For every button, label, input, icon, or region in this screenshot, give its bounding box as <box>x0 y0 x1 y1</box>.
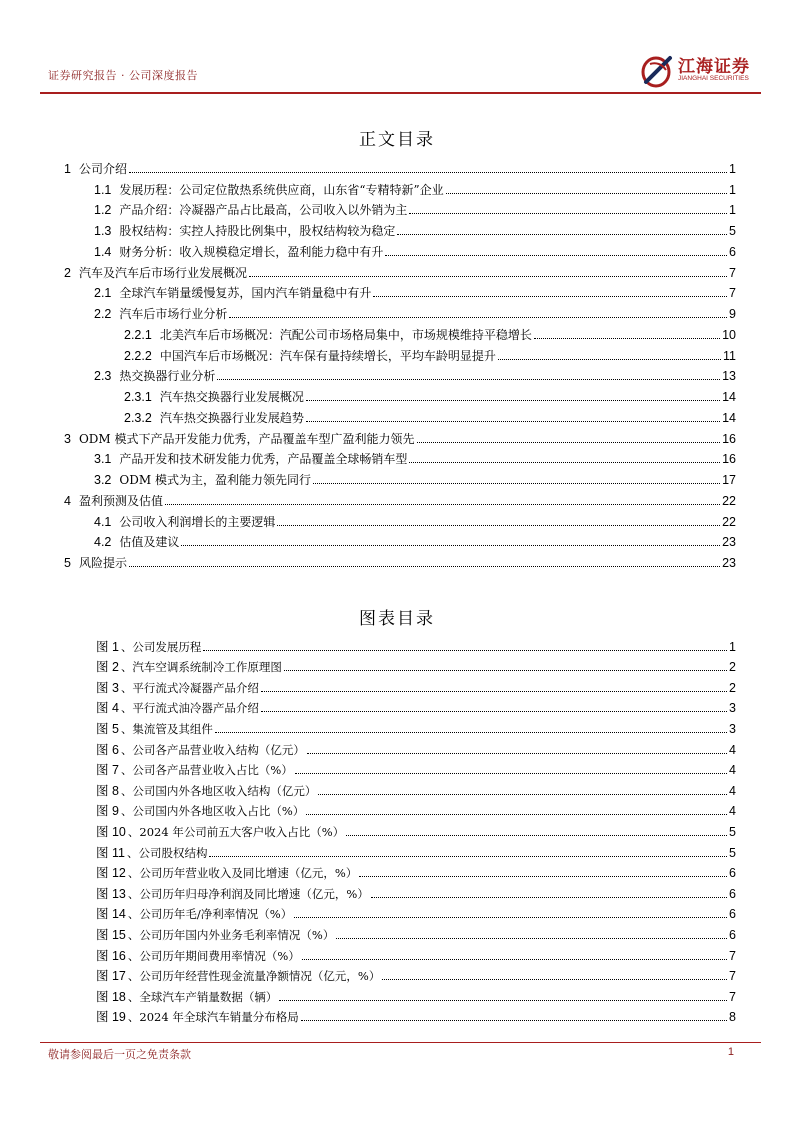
dot-leader <box>409 213 727 214</box>
section-title: 北美汽车后市场概况：汽配公司市场格局集中，市场规模维持平稳增长 <box>159 327 532 342</box>
page-ref: 6 <box>729 866 736 881</box>
figure-caption: 、公司历年国内外业务毛利率情况（%） <box>127 927 335 942</box>
figure-number: 图 9 <box>96 804 119 819</box>
figure-entry[interactable] <box>96 942 736 963</box>
figure-caption: 、公司发展历程 <box>120 639 202 654</box>
figure-entry[interactable] <box>96 860 736 881</box>
page-ref: 8 <box>729 1010 736 1025</box>
toc-entry[interactable] <box>64 446 736 467</box>
figure-entry[interactable] <box>96 633 736 654</box>
section-title: 估值及建议 <box>119 535 180 550</box>
section-title: ODM 模式为主，盈利能力领先同行 <box>119 473 311 487</box>
section-number: 1.4 <box>94 244 112 259</box>
disclaimer-note: 敬请参阅最后一页之免责条款 <box>48 1048 191 1061</box>
dot-leader <box>409 462 720 463</box>
toc-entry[interactable] <box>64 508 736 529</box>
figure-entry[interactable] <box>96 921 736 942</box>
figure-number: 图 14 <box>96 907 126 922</box>
dot-leader <box>279 1000 727 1001</box>
figure-caption: 、公司历年经营性现金流量净额情况（亿元，%） <box>127 969 381 984</box>
dot-leader <box>382 979 727 980</box>
figure-number: 图 3 <box>96 680 119 695</box>
figure-number: 图 17 <box>96 969 126 984</box>
figure-caption: 、汽车空调系统制冷工作原理图 <box>120 660 282 675</box>
section-title: 全球汽车销量缓慢复苏，国内汽车销量稳中有升 <box>119 286 372 301</box>
page-ref: 2 <box>729 680 736 695</box>
dot-leader <box>261 691 727 692</box>
toc-entry[interactable] <box>64 466 736 487</box>
toc-entry[interactable] <box>64 300 736 321</box>
page-ref: 1 <box>729 639 736 654</box>
dot-leader <box>346 835 727 836</box>
toc-entry[interactable] <box>64 280 736 301</box>
page-ref: 9 <box>729 307 736 321</box>
dot-leader <box>295 773 727 774</box>
toc-entry[interactable] <box>64 529 736 550</box>
page-ref: 7 <box>729 948 736 963</box>
dot-leader <box>306 421 720 422</box>
dot-leader <box>306 400 720 401</box>
section-number: 3.2 <box>94 473 112 487</box>
page-ref: 6 <box>729 927 736 942</box>
figure-number: 图 5 <box>96 721 119 736</box>
dot-leader <box>336 938 727 939</box>
footer-divider <box>40 1042 761 1043</box>
figure-entry[interactable] <box>96 757 736 778</box>
section-number: 2.3.2 <box>124 410 152 425</box>
toc-entry[interactable] <box>64 549 736 570</box>
figure-list-title: 图表目录 <box>359 609 435 629</box>
page-ref: 1 <box>729 161 736 176</box>
figure-number: 图 12 <box>96 866 126 881</box>
section-title: 风险提示 <box>78 556 127 570</box>
figure-caption: 、平行流式冷凝器产品介绍 <box>120 680 259 695</box>
section-title: 汽车及汽车后市场行业发展概况 <box>78 265 247 280</box>
section-title: 汽车热交换器行业发展概况 <box>159 390 304 404</box>
dot-leader <box>359 876 727 877</box>
dot-leader <box>203 650 727 651</box>
page-ref: 4 <box>729 804 736 819</box>
figure-number: 图 16 <box>96 948 126 963</box>
page-ref: 4 <box>729 763 736 778</box>
header-divider <box>40 92 761 94</box>
figure-number: 图 10 <box>96 824 126 839</box>
dot-leader <box>385 255 727 256</box>
figure-number: 图 18 <box>96 989 126 1004</box>
dot-leader <box>373 296 727 297</box>
section-number: 2.1 <box>94 286 112 301</box>
figure-caption: 、公司历年归母净利润及同比增速（亿元，%） <box>127 886 369 901</box>
section-title: 汽车后市场行业分析 <box>119 307 228 321</box>
toc-entry[interactable] <box>64 176 736 197</box>
dot-leader <box>165 504 720 505</box>
dot-leader <box>215 732 727 733</box>
figure-entry[interactable] <box>96 880 736 901</box>
figure-caption: 、公司历年营业收入及同比增速（亿元，%） <box>127 866 358 881</box>
section-title: 汽车热交换器行业发展趋势 <box>159 410 304 425</box>
page-ref: 17 <box>722 473 736 487</box>
dot-leader <box>284 670 727 671</box>
section-number: 1.2 <box>94 203 112 218</box>
page-ref: 2 <box>729 660 736 675</box>
logo-name-cn: 江海证券 <box>678 57 750 77</box>
section-title: 产品开发和技术研发能力优秀，产品覆盖全球畅销车型 <box>119 452 408 467</box>
page-ref: 5 <box>729 824 736 839</box>
toc-entry[interactable] <box>64 425 736 446</box>
dot-leader <box>313 483 720 484</box>
figure-entry[interactable] <box>96 963 736 984</box>
figure-entry[interactable] <box>96 798 736 819</box>
figure-number: 图 11 <box>96 845 125 860</box>
dot-leader <box>249 276 727 277</box>
page-ref: 7 <box>729 989 736 1004</box>
section-number: 1.3 <box>94 224 112 238</box>
dot-leader <box>261 711 727 712</box>
section-title: 产品介绍：冷凝器产品占比最高，公司收入以外销为主 <box>119 203 408 218</box>
dot-leader <box>181 545 720 546</box>
figure-entry[interactable] <box>96 674 736 695</box>
page-ref: 3 <box>729 701 736 716</box>
page-ref: 23 <box>722 535 736 550</box>
section-title: 公司收入利润增长的主要逻辑 <box>119 514 276 529</box>
dot-leader <box>277 525 720 526</box>
page-number: 1 <box>727 1046 734 1058</box>
page-ref: 7 <box>729 265 736 280</box>
figure-number: 图 2 <box>96 660 119 675</box>
section-number: 1.1 <box>94 182 112 197</box>
figure-caption: 、2024 年公司前五大客户收入占比（%） <box>127 824 345 839</box>
toc-entry[interactable] <box>64 404 736 425</box>
section-number: 2.2.2 <box>124 348 152 363</box>
section-title: 财务分析：收入规模稳定增长，盈利能力稳中有升 <box>119 244 384 259</box>
page-ref: 16 <box>722 431 736 446</box>
page-ref: 16 <box>722 452 736 467</box>
figure-number: 图 7 <box>96 763 119 778</box>
figure-caption: 、公司各产品营业收入占比（%） <box>120 763 293 778</box>
figure-entry[interactable] <box>96 736 736 757</box>
page-ref: 6 <box>729 886 736 901</box>
page-ref: 5 <box>729 224 736 238</box>
figure-entry[interactable] <box>96 715 736 736</box>
section-number: 3.1 <box>94 452 112 467</box>
section-number: 2.3.1 <box>124 390 152 404</box>
dot-leader <box>229 317 727 318</box>
figure-caption: 、全球汽车产销量数据（辆） <box>127 989 278 1004</box>
section-number: 4.2 <box>94 535 112 550</box>
section-number: 4 <box>64 493 71 508</box>
figure-entry[interactable] <box>96 654 736 675</box>
figure-caption: 、公司历年毛/净利率情况（%） <box>127 907 293 922</box>
toc-entry[interactable] <box>64 363 736 384</box>
page-ref: 6 <box>729 907 736 922</box>
dot-leader <box>217 379 720 380</box>
page-ref: 10 <box>722 327 736 342</box>
figure-entry[interactable] <box>96 839 736 860</box>
toc-entry[interactable] <box>64 155 736 176</box>
section-number: 4.1 <box>94 514 112 529</box>
section-number: 2 <box>64 265 71 280</box>
toc-entry[interactable] <box>64 217 736 238</box>
page-ref: 3 <box>729 721 736 736</box>
page-ref: 6 <box>729 244 736 259</box>
logo-name-en: JIANGHAI SECURITIES <box>678 75 749 82</box>
figure-caption: 、公司国内外各地区收入结构（亿元） <box>120 783 317 798</box>
dot-leader <box>417 442 721 443</box>
jianghai-logo-icon <box>640 52 676 90</box>
page-ref: 13 <box>722 369 736 384</box>
section-title: 盈利预测及估值 <box>78 493 163 508</box>
figure-number: 图 15 <box>96 927 126 942</box>
page-ref: 22 <box>722 514 736 529</box>
section-title: 发展历程：公司定位散热系统供应商，山东省“专精特新”企业 <box>119 182 444 197</box>
report-type-label: 证券研究报告 · 公司深度报告 <box>48 69 198 82</box>
dot-leader <box>306 814 727 815</box>
dot-leader <box>446 193 727 194</box>
toc-entry[interactable] <box>64 197 736 218</box>
figure-list <box>96 633 736 1024</box>
dot-leader <box>302 959 727 960</box>
section-title: 中国汽车后市场概况：汽车保有量持续增长，平均车龄明显提升 <box>159 348 496 363</box>
figure-entry[interactable] <box>96 777 736 798</box>
section-title: ODM 模式下产品开发能力优秀，产品覆盖车型广盈利能力领先 <box>78 431 415 446</box>
figure-entry[interactable] <box>96 983 736 1004</box>
figure-number: 图 6 <box>96 742 119 757</box>
dot-leader <box>129 566 720 567</box>
page-ref: 1 <box>729 182 736 197</box>
section-number: 2.3 <box>94 369 112 384</box>
dot-leader <box>318 794 727 795</box>
page-ref: 7 <box>729 969 736 984</box>
page-ref: 5 <box>729 845 736 860</box>
dot-leader <box>397 234 727 235</box>
toc-list <box>64 155 736 570</box>
section-title: 股权结构：实控人持股比例集中，股权结构较为稳定 <box>119 224 396 238</box>
dot-leader <box>129 172 727 173</box>
figure-number: 图 13 <box>96 886 126 901</box>
section-number: 2.2.1 <box>124 327 152 342</box>
toc-entry[interactable] <box>64 342 736 363</box>
figure-number: 图 8 <box>96 783 119 798</box>
section-title: 公司介绍 <box>78 161 127 176</box>
figure-entry[interactable] <box>96 695 736 716</box>
toc-entry[interactable] <box>64 238 736 259</box>
figure-caption: 、2024 年全球汽车销量分布格局 <box>127 1010 299 1025</box>
dot-leader <box>294 917 727 918</box>
section-number: 2.2 <box>94 307 112 321</box>
toc-entry[interactable] <box>64 487 736 508</box>
page-ref: 11 <box>723 348 736 363</box>
page-ref: 14 <box>722 390 736 404</box>
dot-leader <box>371 897 727 898</box>
page-ref: 4 <box>729 742 736 757</box>
figure-caption: 、公司各产品营业收入结构（亿元） <box>120 742 305 757</box>
figure-number: 图 19 <box>96 1010 126 1025</box>
figure-entry[interactable] <box>96 1004 736 1025</box>
section-number: 1 <box>64 161 71 176</box>
page-ref: 14 <box>722 410 736 425</box>
page-ref: 4 <box>729 783 736 798</box>
toc-entry[interactable] <box>64 383 736 404</box>
dot-leader <box>498 359 721 360</box>
page-ref: 7 <box>729 286 736 301</box>
section-number: 5 <box>64 556 71 570</box>
figure-number: 图 4 <box>96 701 119 716</box>
figure-caption: 、公司国内外各地区收入占比（%） <box>120 804 305 819</box>
dot-leader <box>534 338 720 339</box>
page-ref: 23 <box>722 556 736 570</box>
figure-caption: 、公司股权结构 <box>126 845 208 860</box>
toc-entry[interactable] <box>64 259 736 280</box>
figure-entry[interactable] <box>96 901 736 922</box>
section-title: 热交换器行业分析 <box>119 369 216 384</box>
section-number: 3 <box>64 431 71 446</box>
figure-number: 图 1 <box>96 639 119 654</box>
dot-leader <box>209 856 727 857</box>
company-logo <box>640 52 755 90</box>
dot-leader <box>301 1020 727 1021</box>
figure-caption: 、平行流式油冷器产品介绍 <box>120 701 259 716</box>
dot-leader <box>307 753 727 754</box>
figure-entry[interactable] <box>96 818 736 839</box>
page-ref: 22 <box>722 493 736 508</box>
page-ref: 1 <box>729 203 736 218</box>
figure-caption: 、公司历年期间费用率情况（%） <box>127 948 300 963</box>
figure-caption: 、集流管及其组件 <box>120 721 213 736</box>
toc-title: 正文目录 <box>359 130 435 150</box>
toc-entry[interactable] <box>64 321 736 342</box>
